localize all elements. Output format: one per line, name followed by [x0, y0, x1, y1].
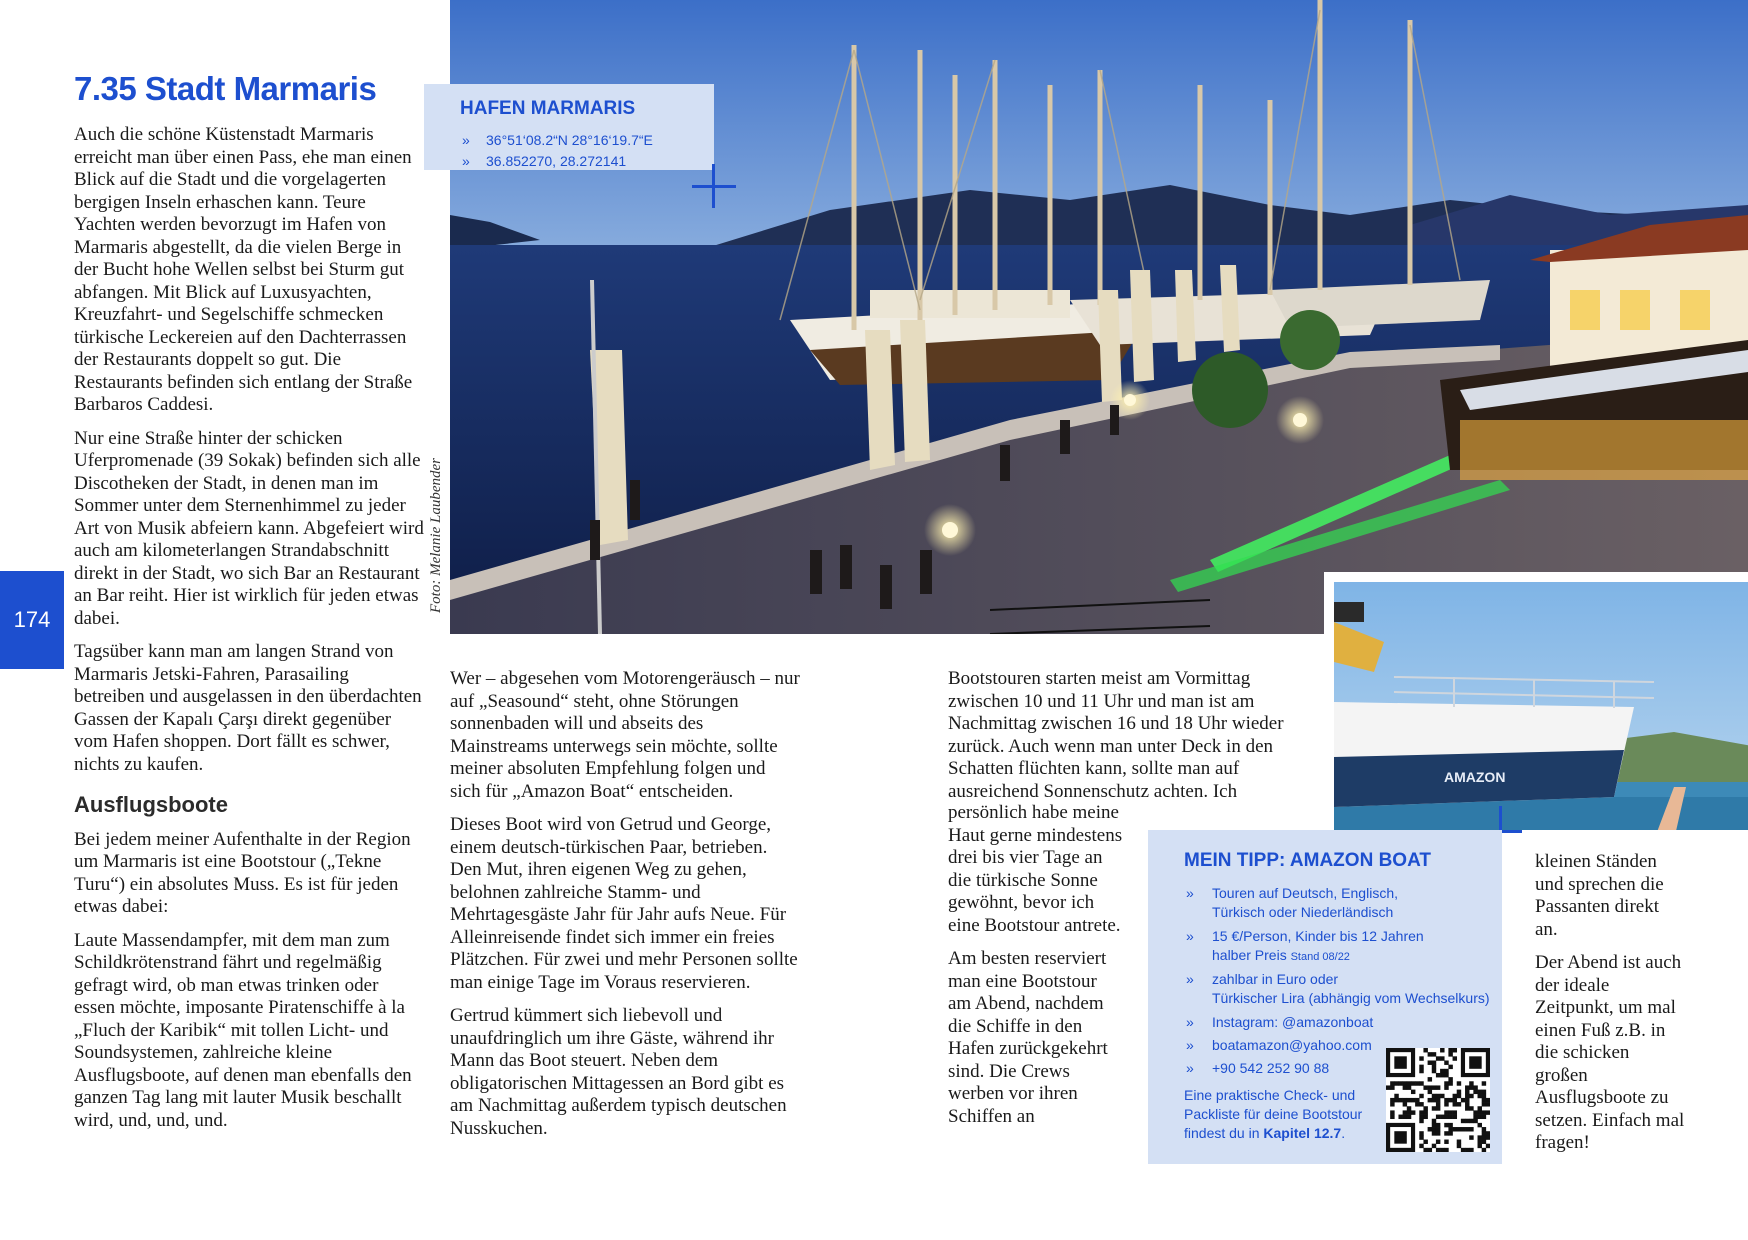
bullet-icon: » — [462, 132, 470, 148]
tip-item-text: Türkischer Lira (abhängig vom Wechselkurs) — [1212, 990, 1490, 1006]
paragraph: Tagsüber kann man am langen Strand von Marmaris Jetski-Fahren, Parasailing betreiben und ausgelassen in den überdachten Gassen der Kapalı Çarşı direkt gegenüber vom Hafen shoppen. Dort fällt es schwer, nichts zu kaufen. — [74, 641, 422, 775]
bullet-icon: » — [1186, 1014, 1194, 1030]
tip-item-text: Touren auf Deutsch, Englisch, — [1212, 885, 1398, 901]
bullet-icon: » — [462, 153, 470, 169]
tip-item-text: halber Preis — [1212, 947, 1287, 963]
bullet-icon: » — [1186, 1060, 1194, 1076]
section-heading: Ausflugsboote — [74, 792, 228, 817]
paragraph: kleinen Ständen und sprechen die Passanten direkt an. — [1535, 851, 1664, 940]
coordinates-dms-text: 36°51‘08.2“N 28°16‘19.7“E — [486, 132, 653, 148]
paragraph: Bei jedem meiner Aufenthalte in der Region um Marmaris ist eine Bootstour („Tekne Turu“) ein absolutes Muss. Es ist für jeden etwas dabei: — [74, 828, 411, 917]
coordinates-dms — [462, 132, 653, 148]
photo-credit — [424, 440, 448, 630]
boat-photo-illustration — [1334, 582, 1748, 830]
note-text: findest du in — [1184, 1125, 1264, 1141]
paragraph: Gertrud kümmert sich liebevoll und unaufdringlich um ihre Gäste, während ihr Mann das Boot steuert. Neben dem obligatorischen Mittagessen an Bord gibt es am Nachmittag außerdem typisch deutschen Nusskuchen. — [450, 1005, 787, 1139]
page-title: 7.35 Stadt Marmaris — [74, 70, 377, 107]
coordinates-decimal — [462, 153, 626, 169]
coordinates-decimal-text: 36.852270, 28.272141 — [486, 153, 627, 169]
tip-item-phone — [1186, 1059, 1329, 1078]
price-date-note: Stand 08/22 — [1290, 951, 1350, 963]
paragraph: Am besten reserviert man eine Bootstour am Abend, nachdem die Schiffe in den Hafen zurückgekehrt sind. Die Crews werben vor ihren Schiffen an — [948, 948, 1108, 1127]
bullet-icon: » — [1186, 885, 1194, 901]
crosshair-icon — [712, 164, 715, 208]
tip-item-price — [1186, 927, 1424, 967]
paragraph: Der Abend ist auch der ideale Zeitpunkt, um mal einen Fuß z.B. in die schicken großen Ausflugsboote zu setzen. Einfach mal fragen! — [1535, 952, 1685, 1153]
tip-item-text: Türkisch oder Niederländisch — [1212, 904, 1394, 920]
qr-code-graphic — [1386, 1048, 1490, 1152]
column-2 — [450, 668, 800, 1151]
tip-box-title: MEIN TIPP: AMAZON BOAT — [1184, 850, 1431, 871]
boat-hull-name: AMAZON — [1444, 769, 1506, 785]
column-3-narrow — [948, 802, 1124, 1139]
tip-item-text: 15 €/Person, Kinder bis 12 Jahren — [1212, 928, 1424, 944]
paragraph: Laute Massendampfer, mit dem man zum Schildkrötenstrand fährt und regelmäßig gefragt wird, ob man etwas trinken oder essen möchte, imposante Piratenschiffe à la „Fluch der Karibik“ mit tollen Licht- und Soundsystemen, zahlreiche kleine Ausflugsboote, auf denen man ebenfalls den ganzen Tag lang mit lauter Musik beschallt wird, und, und, und. — [74, 929, 412, 1131]
tip-item-instagram — [1186, 1013, 1373, 1032]
page-number-left: 174 — [0, 571, 64, 669]
amazon-boat-photo — [1324, 572, 1748, 830]
column-4 — [1535, 851, 1685, 1166]
bullet-icon: » — [1186, 971, 1194, 987]
paragraph: Dieses Boot wird von Getrud und George, einem deutsch-türkischen Paar, betrieben. Den Mut, ihren eigenen Weg zu gehen, belohnen zahlreiche Stamm- und Mehrtagesgäste Jahr für Jahr aufs Neue. Für Alleinreisende findet sich immer ein freies Plätzchen. Für zwei und mehr Personen sollte man einige Tage im Voraus reservieren. — [450, 814, 798, 993]
tip-box — [1148, 830, 1502, 1164]
phone-number: +90 542 252 90 88 — [1212, 1060, 1330, 1076]
email-address: boatamazon@yahoo.com — [1212, 1037, 1372, 1053]
paragraph: Nur eine Straße hinter der schicken Uferpromenade (39 Sokak) befinden sich alle Discotheken der Stadt, in denen man im Sommer unter dem Sternenhimmel zu jeder Art von Musik abfeiern kann. Abgefeiert wird auch am kilometerlangen Strandabschnitt direkt in der Stadt, wo sich Bar an Restaurant an Bar reiht. Hier ist wirklich für jeden etwas dabei. — [74, 427, 424, 629]
note-text: . — [1341, 1125, 1346, 1141]
tip-item-payment — [1186, 970, 1490, 1008]
note-text: Eine praktische Check- und — [1184, 1087, 1356, 1103]
harbour-info-box — [424, 84, 714, 170]
tip-item-text: zahlbar in Euro oder — [1212, 971, 1339, 987]
checklist-note — [1184, 1086, 1384, 1143]
chapter-reference: Kapitel 12.7 — [1263, 1125, 1342, 1141]
bullet-icon: » — [1186, 928, 1194, 944]
bullet-icon: » — [1186, 1037, 1194, 1053]
column-3-top — [948, 668, 1300, 803]
paragraph: persönlich habe meine Haut gerne mindestens drei bis vier Tage an die türkische Sonne gewöhnt, bevor ich eine Bootstour antrete. — [948, 802, 1123, 936]
column-1 — [74, 124, 424, 1143]
instagram-handle: Instagram: @amazonboat — [1212, 1014, 1374, 1030]
paragraph: Wer – abgesehen vom Motorengeräusch – nur auf „Seasound“ steht, ohne Störungen sonnenbaden will und abseits des Mainstreams unterwegs sein möchte, sollte meiner absoluten Empfehlung folgen und sich für „Amazon Boat“ entscheiden. — [450, 668, 800, 802]
qr-code-icon — [1386, 1048, 1490, 1152]
tip-item-languages — [1186, 884, 1398, 922]
paragraph: Bootstouren starten meist am Vormittag zwischen 10 und 11 Uhr und man ist am Nachmittag zwischen 16 und 18 Uhr wieder zurück. Auch wenn man unter Deck in den Schatten flüchten kann, sollte man auf ausreichend Sonnenschutz achten. Ich — [948, 668, 1284, 802]
note-text: Packliste für deine Bootstour — [1184, 1106, 1363, 1122]
harbour-box-title: HAFEN MARMARIS — [460, 98, 636, 119]
photo-credit-text: Foto: Melanie Laubender — [427, 457, 444, 613]
paragraph: Auch die schöne Küstenstadt Marmaris erreicht man über einen Pass, ehe man einen Blick auf die Stadt und die vorgelagerten bergigen Inseln erhaschen kann. Teure Yachten werden bevorzugt im Hafen von Marmaris abgestellt, da die vielen Berge in der Bucht hohe Wellen selbst bei Sturm gut abfangen. Mit Blick auf Luxusyachten, Kreuzfahrt- und Segelschiffe schmecken türkische Leckereien auf den Dachterrassen der Restaurants doppelt so gut. Die Restaurants befinden sich entlang der Straße Barbaros Caddesi. — [74, 124, 413, 415]
tip-item-email — [1186, 1036, 1372, 1055]
